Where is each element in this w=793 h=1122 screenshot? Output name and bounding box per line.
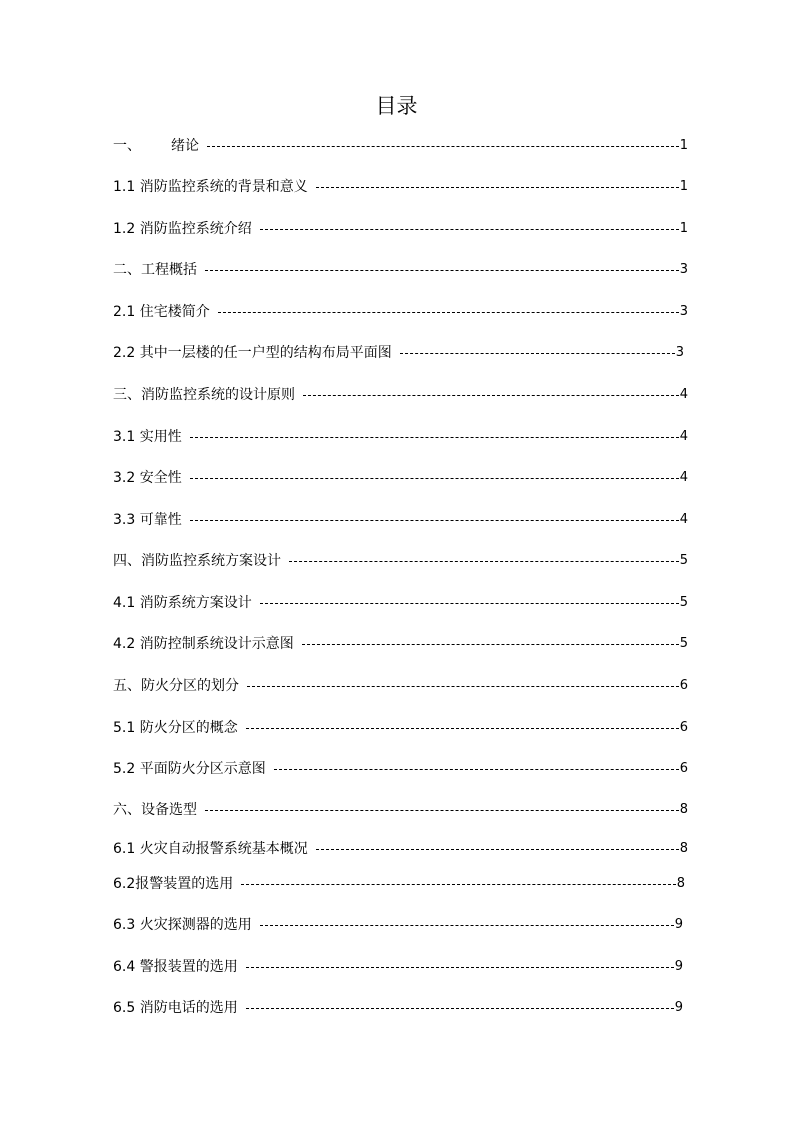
toc-entry-2[interactable] (113, 177, 688, 197)
toc-entry-number: 2.1 (113, 304, 136, 320)
toc-leader (247, 686, 679, 687)
toc-leader (274, 769, 679, 770)
toc-leader (246, 1008, 674, 1009)
toc-entry-label (113, 593, 260, 613)
toc-entry-text: 报警装置的选用 (135, 876, 234, 892)
toc-entry-page: 4 (679, 470, 688, 485)
toc-entry-22[interactable] (113, 998, 683, 1018)
toc-entry-text: 消防监控系统方案设计 (141, 553, 281, 569)
toc-leader (400, 353, 675, 354)
toc-leader (302, 644, 679, 645)
toc-leader (205, 810, 679, 811)
toc-entry-15[interactable] (113, 718, 688, 738)
toc-entry-text: 警报装置的选用 (139, 959, 238, 975)
toc-entry-number: 6.4 (113, 959, 136, 975)
toc-entry-8[interactable] (113, 427, 688, 447)
toc-leader (303, 395, 679, 396)
toc-entry-number: 5.2 (113, 761, 136, 777)
toc-entry-page: 3 (679, 262, 688, 277)
toc-entry-label (113, 427, 190, 447)
toc-entry-page: 4 (679, 387, 688, 402)
table-of-contents (113, 0, 690, 1122)
toc-entry-label (113, 551, 289, 571)
toc-entry-page: 8 (679, 802, 688, 817)
toc-entry-text: 其中一层楼的任一户型的结构布局平面图 (139, 345, 392, 361)
toc-entry-3[interactable] (113, 219, 688, 239)
toc-entry-1[interactable] (113, 136, 688, 156)
toc-entry-10[interactable] (113, 510, 688, 530)
toc-entry-number: 四、 (113, 553, 141, 569)
toc-entry-label (113, 260, 205, 280)
toc-leader (190, 520, 679, 521)
toc-leader (260, 603, 679, 604)
toc-entry-number: 2.2 (113, 345, 136, 361)
toc-entry-page: 8 (676, 876, 685, 891)
toc-entry-text: 实用性 (139, 429, 182, 445)
toc-entry-text: 安全性 (139, 470, 182, 486)
toc-leader (316, 849, 679, 850)
toc-entry-number: 6.3 (113, 917, 136, 933)
toc-entry-21[interactable] (113, 957, 683, 977)
toc-leader (289, 561, 679, 562)
toc-entry-number: 3.3 (113, 512, 136, 528)
toc-entry-number: 4.2 (113, 636, 136, 652)
toc-leader (260, 229, 679, 230)
toc-entry-number: 6.2 (113, 876, 136, 892)
toc-entry-page: 3 (679, 304, 688, 319)
toc-entry-text: 平面防火分区示意图 (139, 761, 266, 777)
toc-entry-number: 六、 (113, 802, 141, 818)
toc-entry-label (113, 998, 246, 1018)
toc-leader (316, 187, 679, 188)
toc-entry-text: 消防电话的选用 (139, 1000, 238, 1016)
toc-entry-20[interactable] (113, 915, 683, 935)
toc-entry-page: 6 (679, 678, 688, 693)
toc-entry-number: 3.2 (113, 470, 136, 486)
toc-entry-text: 绪论 (171, 138, 199, 154)
toc-leader (246, 967, 674, 968)
toc-entry-number: 5.1 (113, 720, 136, 736)
toc-entry-page: 1 (679, 179, 688, 194)
toc-entry-label (113, 718, 246, 738)
toc-entry-label (113, 759, 274, 779)
toc-entry-text: 可靠性 (139, 512, 182, 528)
toc-entry-label (113, 915, 260, 935)
toc-entry-text: 消防系统方案设计 (139, 595, 252, 611)
toc-leader (190, 478, 679, 479)
toc-entry-label (113, 957, 246, 977)
toc-entry-label (113, 177, 316, 197)
toc-entry-page: 6 (679, 761, 688, 776)
toc-entry-page: 5 (679, 553, 688, 568)
toc-entry-label (113, 468, 190, 488)
toc-entry-number: 6.1 (113, 841, 136, 857)
toc-entry-label (113, 136, 207, 156)
toc-entry-label (113, 634, 302, 654)
page-title: 目录 (375, 94, 418, 118)
toc-entry-text: 防火分区的划分 (141, 678, 239, 694)
toc-entry-text: 火灾自动报警系统基本概况 (139, 841, 308, 857)
toc-entry-16[interactable] (113, 759, 688, 779)
toc-entry-11[interactable] (113, 551, 688, 571)
toc-entry-page: 5 (679, 595, 688, 610)
toc-entry-number: 1.1 (113, 179, 136, 195)
toc-entry-text: 住宅楼简介 (139, 304, 210, 320)
toc-entry-page: 1 (679, 221, 688, 236)
toc-entry-number: 3.1 (113, 429, 136, 445)
toc-entry-label (113, 302, 218, 322)
toc-entry-page: 8 (679, 841, 688, 856)
toc-leader (246, 728, 679, 729)
toc-entry-number: 1.2 (113, 221, 136, 237)
toc-leader (260, 925, 674, 926)
toc-leader (205, 270, 679, 271)
toc-entry-page: 9 (674, 959, 683, 974)
toc-leader (241, 884, 675, 885)
toc-entry-text: 防火分区的概念 (139, 720, 238, 736)
toc-entry-page: 4 (679, 429, 688, 444)
toc-entry-number: 4.1 (113, 595, 136, 611)
toc-entry-label (113, 874, 241, 894)
toc-entry-7[interactable] (113, 385, 688, 405)
toc-entry-label (113, 385, 303, 405)
toc-entry-number: 三、 (113, 387, 141, 403)
toc-entry-9[interactable] (113, 468, 688, 488)
toc-entry-12[interactable] (113, 593, 688, 613)
toc-entry-number: 一、 (113, 138, 141, 154)
toc-entry-5[interactable] (113, 302, 688, 322)
toc-entry-label (113, 343, 400, 363)
toc-entry-text: 消防监控系统的背景和意义 (139, 179, 308, 195)
toc-entry-number: 五、 (113, 678, 141, 694)
toc-entry-text: 设备选型 (141, 802, 197, 818)
toc-entry-text: 消防控制系统设计示意图 (139, 636, 294, 652)
toc-leader (190, 437, 679, 438)
toc-entry-6[interactable] (113, 343, 684, 363)
toc-entry-4[interactable] (113, 260, 688, 280)
toc-entry-14[interactable] (113, 676, 688, 696)
toc-entry-page: 9 (674, 1000, 683, 1015)
toc-entry-17[interactable] (113, 800, 688, 820)
toc-entry-page: 4 (679, 512, 688, 527)
toc-leader (207, 146, 679, 147)
toc-entry-text: 消防监控系统的设计原则 (141, 387, 295, 403)
toc-entry-page: 9 (674, 917, 683, 932)
toc-entry-text: 消防监控系统介绍 (139, 221, 252, 237)
toc-entry-page: 5 (679, 636, 688, 651)
toc-entry-label (113, 800, 205, 820)
toc-entry-page: 3 (675, 345, 684, 360)
toc-entry-label (113, 676, 247, 696)
toc-entry-page: 1 (679, 138, 688, 153)
toc-entry-18[interactable] (113, 839, 688, 859)
toc-entry-label (113, 839, 316, 859)
toc-entry-text: 工程概括 (141, 262, 197, 278)
toc-entry-label (113, 219, 260, 239)
toc-entry-13[interactable] (113, 634, 688, 654)
toc-entry-page: 6 (679, 720, 688, 735)
toc-entry-text: 火灾探测器的选用 (139, 917, 252, 933)
toc-entry-label (113, 510, 190, 530)
toc-entry-number: 6.5 (113, 1000, 136, 1016)
toc-leader (218, 312, 679, 313)
toc-entry-19[interactable] (113, 874, 685, 894)
toc-entry-number: 二、 (113, 262, 141, 278)
